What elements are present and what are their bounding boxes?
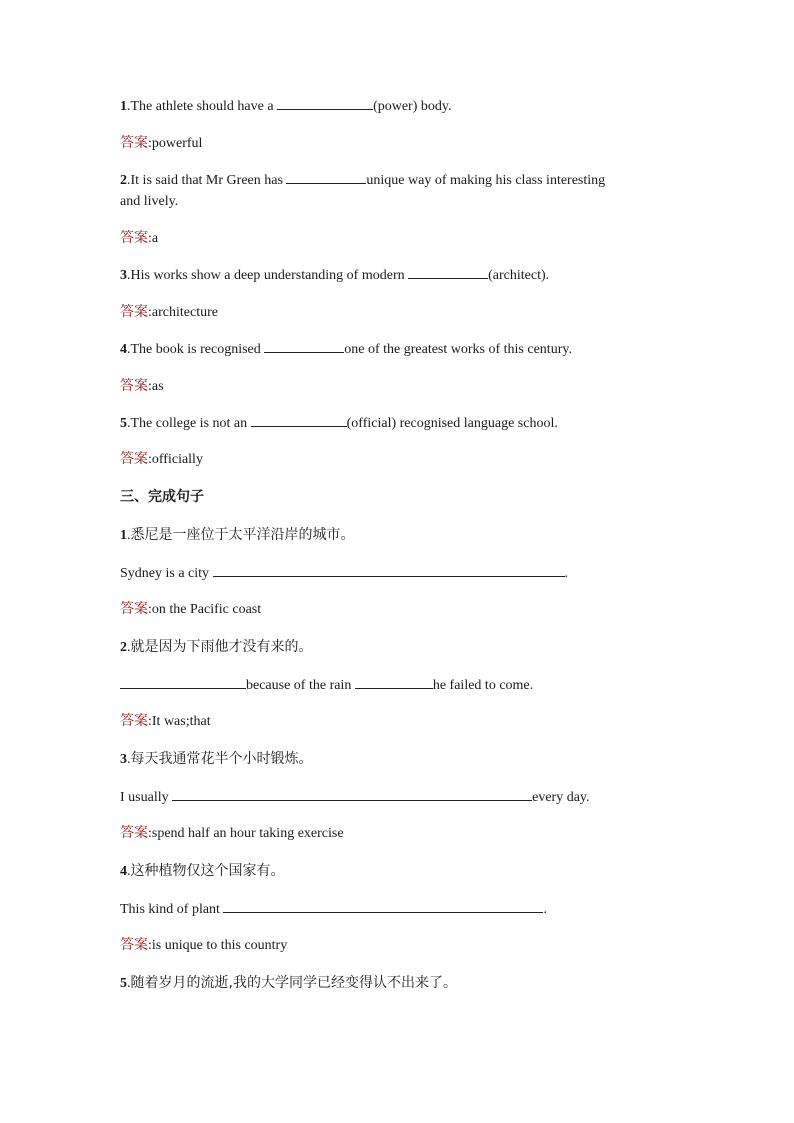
answer-text: It was;that [151, 714, 211, 729]
answer-label: 答案 [120, 304, 148, 320]
answer-2-1: 答案:powerful [120, 135, 203, 151]
answer-blank [355, 674, 433, 689]
answer-3-1: 答案:on the Pacific coast [120, 601, 262, 617]
answer-text: spend half an hour taking exercise [151, 826, 344, 841]
answer-2-3: 答案:architecture [120, 304, 218, 320]
answer-label: 答案 [120, 713, 148, 729]
sentence-text-pre: Sydney is a city [120, 566, 213, 581]
answer-blank [213, 562, 565, 577]
answer-label: 答案 [120, 135, 148, 151]
chinese-prompt: 悉尼是一座位于太平洋沿岸的城市。 [130, 527, 355, 543]
question-number: 5 [120, 976, 127, 991]
question-number: 3 [120, 268, 127, 283]
sentence-text-mid: because of the rain [246, 678, 355, 693]
sentence-3-4 [120, 898, 665, 921]
question-number: 2 [120, 173, 127, 188]
answer-2-5: 答案:officially [120, 451, 203, 467]
answer-text: as [151, 379, 164, 394]
answer-label: 答案 [120, 825, 148, 841]
answer-blank [408, 264, 488, 279]
answer-label: 答案 [120, 601, 148, 617]
answer-blank [286, 169, 366, 184]
question-number: 1 [120, 99, 127, 114]
question-text-post: unique way of making his class interesting [366, 173, 606, 188]
answer-blank [172, 786, 532, 801]
answer-3-2: 答案:It was;that [120, 713, 211, 729]
answer-blank [251, 412, 347, 427]
sentence-3-2 [120, 674, 665, 697]
question-text-pre: It is said that Mr Green has [130, 173, 287, 188]
question-3-4: 4.这种植物仅这个国家有。 [120, 863, 285, 879]
sentence-text-post: . [564, 566, 569, 581]
answer-text: architecture [151, 305, 218, 320]
chinese-prompt: 就是因为下雨他才没有来的。 [130, 639, 313, 655]
sentence-text-post: he failed to come. [432, 678, 534, 693]
question-3-1: 1.悉尼是一座位于太平洋沿岸的城市。 [120, 527, 355, 543]
section-title: 三、完成句子 [120, 489, 204, 505]
answer-label: 答案 [120, 230, 148, 246]
answer-text: a [151, 231, 159, 246]
answer-label: 答案 [120, 451, 148, 467]
question-text-post: (official) recognised language school. [346, 416, 558, 431]
sentence-3-1 [120, 562, 665, 585]
question-text-pre: The college is not an [130, 416, 251, 431]
question-3-2: 2.就是因为下雨他才没有来的。 [120, 639, 313, 655]
question-3-5: 5.随着岁月的流逝,我的大学同学已经变得认不出来了。 [120, 975, 457, 991]
answer-2-2: 答案:a [120, 230, 159, 246]
sentence-text-pre: This kind of plant [120, 902, 224, 917]
question-text-post: one of the greatest works of this century. [344, 342, 572, 357]
sentence-3-3 [120, 786, 665, 809]
question-2-5: 5.The college is not an (official) recognised language school. [120, 412, 665, 435]
answer-text: is unique to this country [151, 938, 288, 953]
answer-text: powerful [151, 136, 203, 151]
answer-text: on the Pacific coast [151, 602, 262, 617]
answer-3-4: 答案:is unique to this country [120, 937, 288, 953]
chinese-prompt: 这种植物仅这个国家有。 [130, 863, 285, 879]
answer-label: 答案 [120, 378, 148, 394]
sentence-text-post: every day. [532, 790, 590, 805]
answer-blank [264, 338, 344, 353]
question-text-post: (power) body. [373, 99, 452, 114]
sentence-text-pre: I usually [120, 790, 173, 805]
question-text-continuation: and lively. [120, 194, 179, 209]
chinese-prompt: 随着岁月的流逝,我的大学同学已经变得认不出来了。 [130, 975, 457, 991]
question-text-pre: The book is recognised [130, 342, 265, 357]
question-3-3: 3.每天我通常花半个小时锻炼。 [120, 751, 313, 767]
answer-text: officially [151, 452, 203, 467]
question-number: 2 [120, 640, 127, 655]
question-2-3: 3.His works show a deep understanding of modern (architect). [120, 264, 665, 287]
question-number: 5 [120, 416, 127, 431]
answer-blank [277, 95, 373, 110]
question-2-4: 4.The book is recognised one of the greatest works of this century. [120, 338, 665, 361]
question-number: 4 [120, 864, 127, 879]
chinese-prompt: 每天我通常花半个小时锻炼。 [130, 751, 313, 767]
question-2-2: 2.It is said that Mr Green has unique way of making his class interesting [120, 169, 665, 192]
question-text-pre: The athlete should have a [130, 99, 278, 114]
sentence-text-post: . [543, 902, 547, 917]
answer-3-3: 答案:spend half an hour taking exercise [120, 825, 344, 841]
question-2-2-line2 [120, 191, 665, 213]
question-2-1: 1.The athlete should have a (power) body. [120, 95, 665, 118]
answer-blank [120, 674, 246, 689]
question-number: 3 [120, 752, 127, 767]
answer-blank [223, 898, 543, 913]
answer-label: 答案 [120, 937, 148, 953]
question-number: 4 [120, 342, 127, 357]
answer-2-4: 答案:as [120, 378, 164, 394]
question-text-pre: His works show a deep understanding of modern [130, 268, 409, 283]
question-number: 1 [120, 528, 127, 543]
question-text-post: (architect). [488, 268, 550, 283]
